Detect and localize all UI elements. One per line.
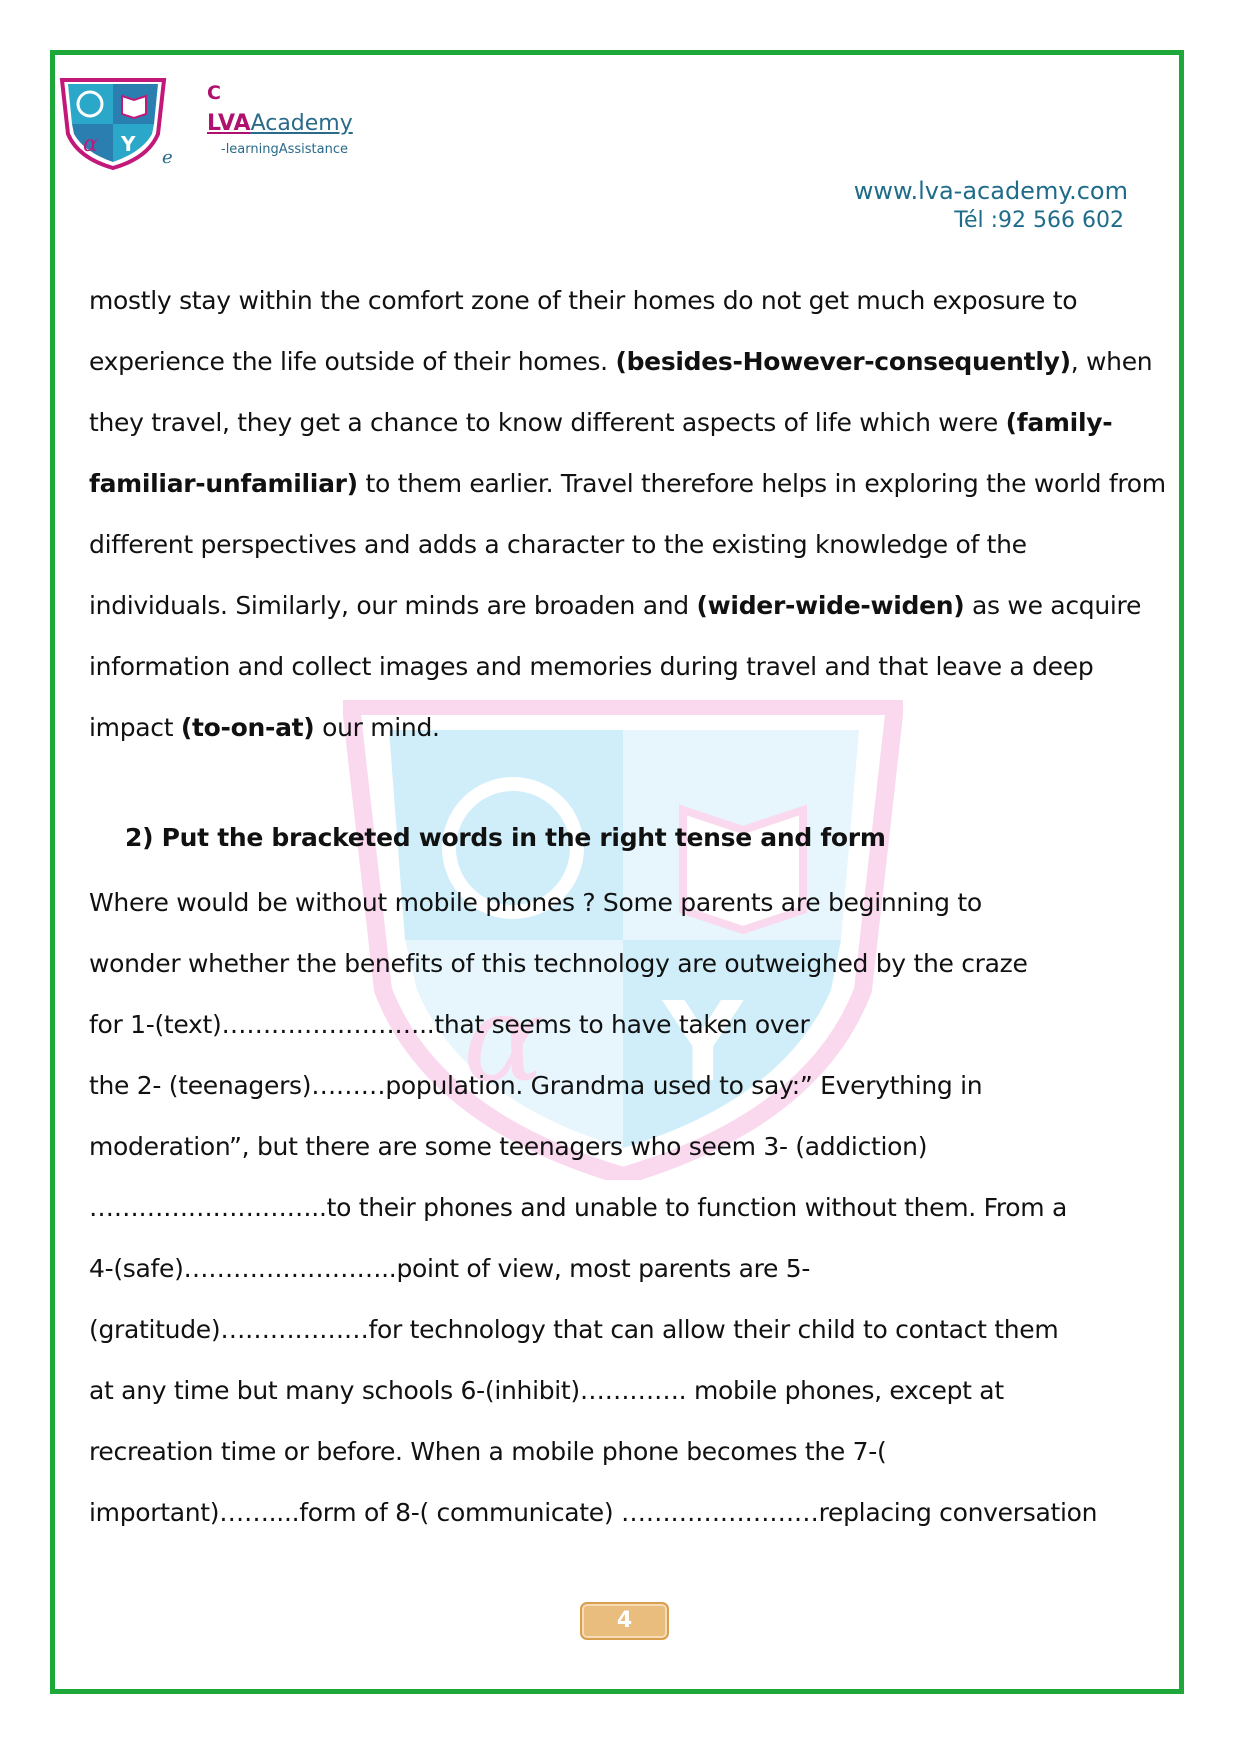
bracketed-options: (to-on-at) — [180, 713, 315, 742]
exercise-line: Where would be without mobile phones ? Some parents are beginning to — [89, 888, 982, 917]
bracketed-options: (family-familiar-unfamiliar) — [89, 408, 1113, 498]
bracketed-options: (wider-wide-widen) — [696, 591, 965, 620]
brand-tagline: -learningAssistance — [221, 142, 348, 157]
exercise-line: moderation”, but there are some teenagers who seem 3- (addiction) — [89, 1132, 928, 1161]
svg-text:Y: Y — [663, 978, 743, 1106]
passage-text: as we acquire information and collect images and memories during travel and that leave a deep impact — [89, 591, 1142, 742]
academy-logo-icon — [58, 76, 168, 171]
brand-academy: Academy — [250, 111, 353, 136]
svg-text:α: α — [463, 970, 545, 1109]
brand-lva: LVA — [207, 111, 251, 136]
contact-block — [854, 176, 1128, 236]
exercise-line: important)……....form of 8-( communicate) ……………………replacing conversation — [89, 1498, 1098, 1527]
exercise-line: (gratitude)………………for technology that can allow their child to contact them — [89, 1315, 1059, 1344]
exercise-line: for 1-(text)……………………..that seems to have taken over — [89, 1010, 810, 1039]
brand-e: e — [162, 147, 173, 168]
passage-text: our mind. — [314, 713, 440, 742]
svg-text:Y: Y — [121, 132, 136, 156]
exercise-line: the 2- (teenagers)………population. Grandma used to say:” Everything in — [89, 1071, 983, 1100]
exercise-line: 4-(safe)……………………..point of view, most parents are 5- — [89, 1254, 811, 1283]
brand-block — [207, 84, 353, 156]
page-content — [89, 270, 1169, 1543]
exercise-line: wonder whether the benefits of this technology are outweighed by the craze — [89, 949, 1028, 978]
brand-name — [207, 113, 353, 135]
exercise-line: at any time but many schools 6-(inhibit)…………. mobile phones, except at — [89, 1376, 1004, 1405]
website-link[interactable]: www.lva-academy.com — [853, 177, 1128, 205]
svg-text:α: α — [83, 132, 98, 157]
exercise-line: recreation time or before. When a mobile phone becomes the 7-( — [89, 1437, 887, 1466]
passage-text: mostly stay within the comfort zone of their homes do not get much exposure to experience the life outside of their homes. — [89, 286, 1078, 376]
passage-paragraph — [89, 270, 1169, 758]
exercise-2-title: 2) Put the bracketed words in the right tense and form — [125, 823, 886, 852]
passage-text: to them earlier. Travel therefore helps in exploring the world from different perspectives and adds a character to the existing knowledge of the individuals. Similarly, our minds are broaden and — [89, 469, 1166, 620]
exercise-2-text — [89, 872, 1169, 1543]
brand-c: C — [207, 82, 221, 104]
exercise-line: ………………………..to their phones and unable to function without them. From a — [89, 1193, 1067, 1222]
bracketed-options: (besides-However-consequently) — [615, 347, 1071, 376]
passage-text: , when they travel, they get a chance to know different aspects of life which were — [89, 347, 1153, 437]
phone-number: Tél :92 566 602 — [954, 208, 1124, 233]
page-number-badge: 4 — [580, 1602, 669, 1640]
